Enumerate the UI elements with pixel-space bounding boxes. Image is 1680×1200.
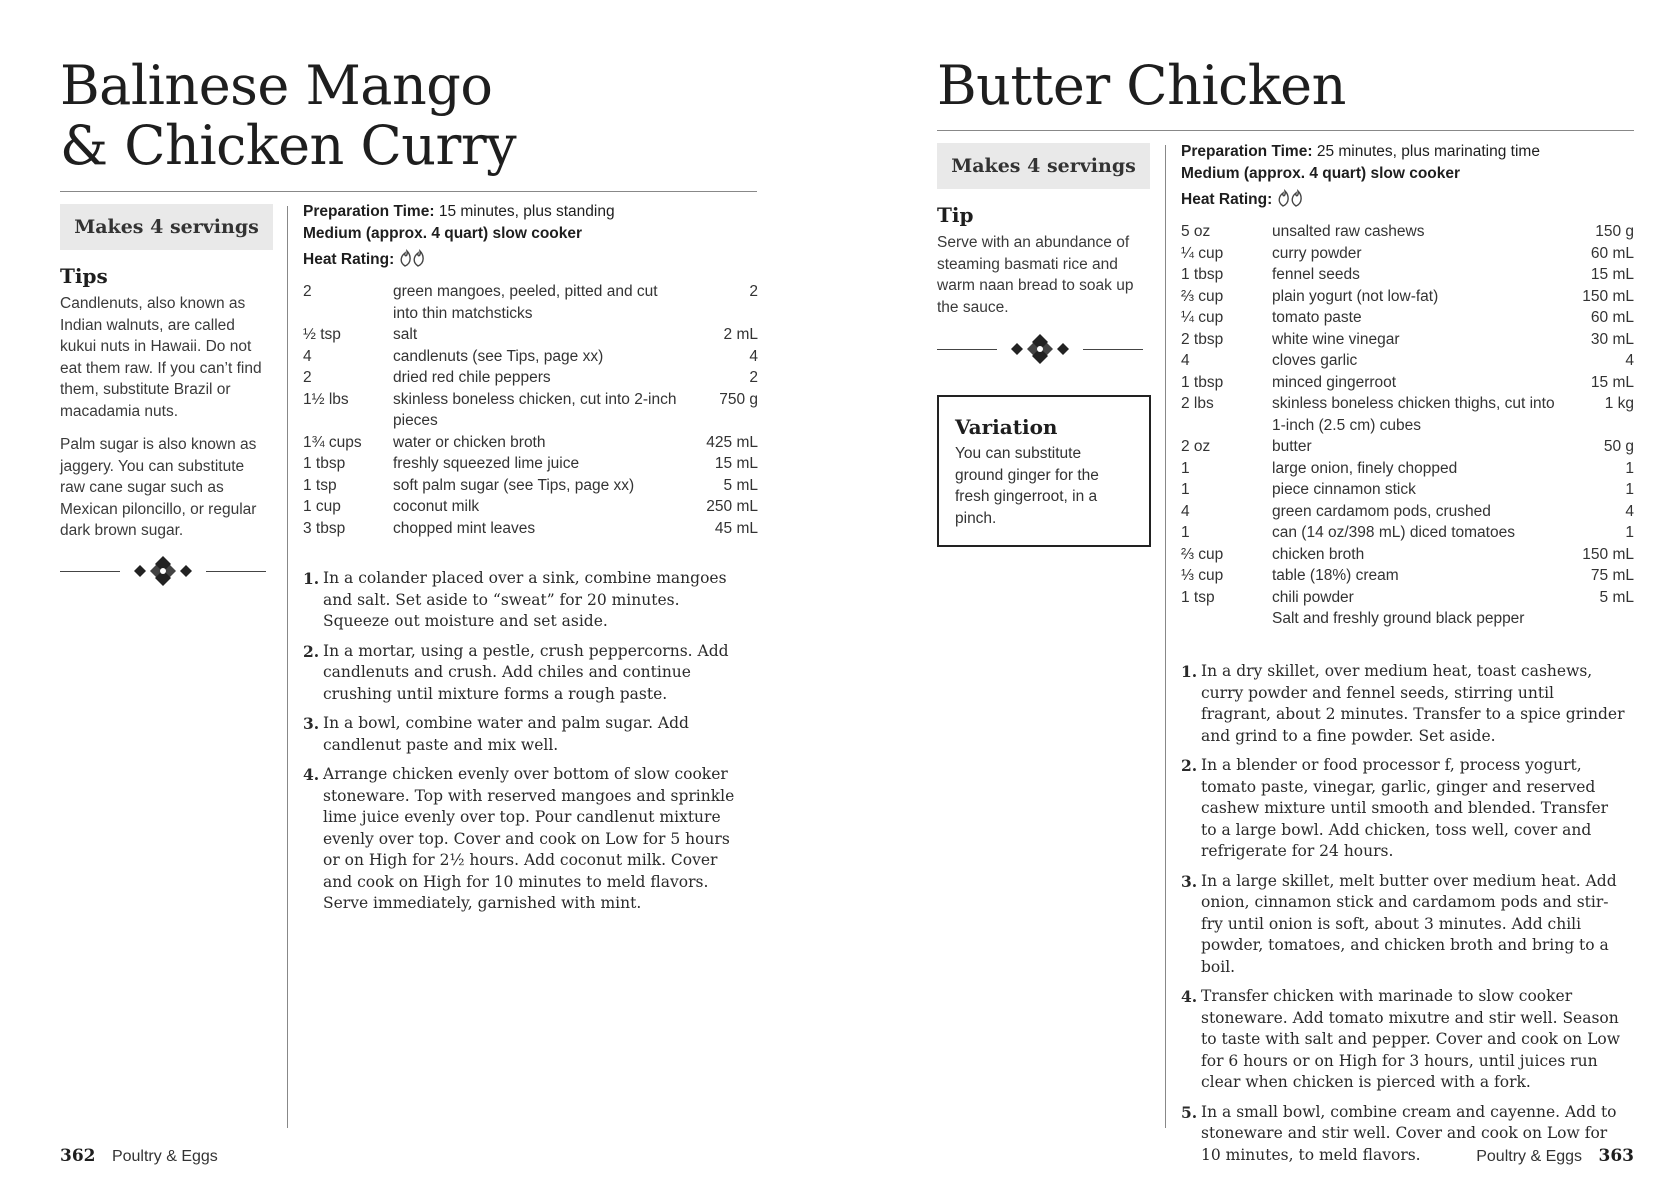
ingredient-quantity: ⅓ cup <box>1181 567 1224 584</box>
ingredient-metric: 15 mL <box>1590 373 1634 391</box>
ingredient-quantity: 1 <box>1181 481 1190 498</box>
step-text: In a mortar, using a pestle, crush peppercorns. Add candlenuts and crush. Add chiles and continue crushing until mixture forms a rough paste. <box>323 641 729 703</box>
variation-heading: Variation <box>955 415 1058 439</box>
heat-rating-label: Heat Rating: <box>1181 191 1273 208</box>
ingredient-name: large onion, finely chopped <box>1272 459 1458 477</box>
ingredient-name: minced gingerroot <box>1272 373 1397 391</box>
ingredient-name: green cardamom pods, crushed <box>1272 502 1491 520</box>
ingredient-quantity: ¼ cup <box>1181 309 1224 326</box>
servings-box: Makes 4 servings <box>60 204 273 250</box>
ingredient-quantity: 4 <box>303 347 312 365</box>
prep-time <box>1181 141 1641 163</box>
step-number: 4. <box>303 765 320 784</box>
ornament-line-right <box>206 571 266 572</box>
ingredient-metric: 150 g <box>1595 223 1634 240</box>
ingredient-quantity: ⅔ cup <box>1181 287 1224 305</box>
step-number: 3. <box>303 714 320 733</box>
method-step <box>303 641 749 706</box>
ingredient-row <box>1181 221 1634 243</box>
ingredient-quantity: 2 oz <box>1181 438 1211 455</box>
method-step <box>1181 661 1627 747</box>
ingredient-row <box>303 281 758 324</box>
prep-time-label: Preparation Time: <box>1181 143 1313 160</box>
ingredient-name: white wine vinegar <box>1272 330 1400 348</box>
ingredient-name: fennel seeds <box>1272 266 1360 283</box>
recipe-meta <box>1181 141 1641 211</box>
ingredient-name: chili powder <box>1272 588 1354 606</box>
ingredient-name: plain yogurt (not low-fat) <box>1272 287 1439 305</box>
ingredient-quantity: ½ tsp <box>303 326 341 343</box>
ingredient-name: water or chicken broth <box>393 433 546 451</box>
section-ornament <box>60 554 266 588</box>
ingredient-quantity: 1 tbsp <box>303 455 346 472</box>
ingredient-row <box>1181 501 1634 523</box>
ingredient-row <box>1181 479 1634 501</box>
recipe-title: Butter Chicken <box>937 54 1346 117</box>
ingredient-metric: 30 mL <box>1590 330 1634 348</box>
ingredient-quantity: 1 <box>1181 524 1190 541</box>
tip-paragraph: Candlenuts, also known as Indian walnuts, are called kukui nuts in Hawaii. Do not eat them raw. If you can’t find them, substitute Brazil or macadamia nuts. <box>60 295 262 420</box>
step-text: In a blender or food processor f, process yogurt, tomato paste, vinegar, garlic, ginger and reserved cashew mixture until smooth and blended. Transfer to a large bowl. Add chicken, toss well, cover and refrigerate for 24 hours. <box>1201 756 1609 860</box>
page-number: 363 <box>1598 1146 1634 1166</box>
ingredient-row <box>1181 436 1634 458</box>
ingredient-row <box>1181 329 1634 351</box>
ingredient-quantity: 2 lbs <box>1181 395 1214 412</box>
ingredient-metric: 2 <box>749 283 758 300</box>
prep-time-label: Preparation Time: <box>303 203 435 220</box>
step-number: 2. <box>1181 756 1198 775</box>
step-text: Arrange chicken evenly over bottom of slow cooker stoneware. Top with reserved mangoes and sprinkle lime juice evenly over top. Pour candlenut mixture evenly over top. Cover and cook on Low for 5 hours or on High for 2½ hours. Add coconut milk. Cover and cook on High for 10 minutes to meld flavors. Serve immediately, garnished with mint. <box>323 765 735 912</box>
ingredient-quantity: 2 <box>303 283 312 300</box>
ingredient-row <box>303 496 758 518</box>
ingredient-name: soft palm sugar (see Tips, page xx) <box>393 476 635 494</box>
ingredient-metric: 2 <box>749 369 758 386</box>
ingredients-table <box>1181 221 1634 630</box>
cooker-size <box>303 223 763 245</box>
step-text: In a small bowl, combine cream and cayenne. Add to stoneware and stir well. Cover and cook on Low for 10 minutes, to meld flavors. <box>1201 1102 1617 1164</box>
ingredient-name: skinless boneless chicken thighs, cut into 1-inch (2.5 cm) cubes <box>1272 395 1555 434</box>
ingredient-quantity: 1¾ cups <box>303 433 362 451</box>
ingredient-metric: 425 mL <box>706 433 758 451</box>
heat-rating <box>1181 185 1641 211</box>
column-divider <box>287 206 288 1128</box>
ingredient-row <box>303 324 758 346</box>
page-number: 362 <box>60 1146 96 1166</box>
method-step <box>303 764 749 915</box>
method-step <box>1181 986 1627 1094</box>
step-number: 1. <box>1181 662 1198 681</box>
ingredient-metric: 50 g <box>1603 438 1634 455</box>
ingredient-name: coconut milk <box>393 498 480 515</box>
tips-text <box>60 293 272 554</box>
tip-text <box>937 232 1149 330</box>
step-text: In a large skillet, melt butter over medium heat. Add onion, cinnamon stick and cardamom pods and stir-fry until onion is soft, about 3 minutes. Add chili powder, tomatoes, and chicken broth and bring to a boil. <box>1201 871 1617 976</box>
step-number: 2. <box>303 641 320 661</box>
ingredient-quantity: 4 <box>1181 352 1190 369</box>
ingredient-name: butter <box>1272 438 1312 455</box>
method-step <box>303 568 749 633</box>
ingredient-name: can (14 oz/398 mL) diced tomatoes <box>1272 524 1515 541</box>
ingredient-quantity: 1½ lbs <box>303 390 349 408</box>
ingredient-row <box>1181 393 1634 436</box>
ingredient-metric: 2 mL <box>723 326 758 343</box>
tip-paragraph: Palm sugar is also known as jaggery. You can substitute raw cane sugar such as Mexican piloncillo, or regular dark brown sugar. <box>60 436 257 539</box>
ingredient-name: chicken broth <box>1272 545 1365 563</box>
ingredient-row <box>1181 243 1634 265</box>
chili-flame-icon <box>1276 185 1304 207</box>
ingredient-row <box>1181 350 1634 372</box>
variation-box <box>937 395 1151 547</box>
page-footer <box>60 1146 218 1166</box>
ingredient-quantity: 2 <box>303 369 312 386</box>
ingredient-row <box>1181 587 1634 609</box>
floral-ornament-icon <box>126 554 200 588</box>
ingredient-name: cloves garlic <box>1272 352 1358 369</box>
ingredient-metric: 1 <box>1625 481 1634 498</box>
ingredient-metric: 1 <box>1625 459 1634 477</box>
ingredient-metric: 15 mL <box>714 455 758 472</box>
variation-text: You can substitute ground ginger for the fresh gingerroot, in a pinch. <box>955 445 1099 527</box>
prep-time-value: 25 minutes, plus marinating time <box>1312 143 1540 160</box>
ingredient-quantity: 1 tsp <box>303 476 337 494</box>
ingredient-row <box>1181 264 1634 286</box>
recipe-meta <box>303 201 763 271</box>
step-text: In a dry skillet, over medium heat, toast cashews, curry powder and fennel seeds, stirring until fragrant, about 2 minutes. Transfer to a spice grinder and grind to a fine powder. Set aside. <box>1201 662 1625 745</box>
ingredient-row <box>303 453 758 475</box>
method-steps <box>1181 661 1627 1174</box>
ingredient-metric: 1 kg <box>1604 395 1634 412</box>
page-footer <box>1476 1146 1634 1166</box>
ingredient-name: candlenuts (see Tips, page xx) <box>393 347 604 365</box>
ingredient-row <box>1181 286 1634 308</box>
ingredient-name: freshly squeezed lime juice <box>393 455 580 472</box>
method-step <box>1181 755 1627 863</box>
ingredient-metric: 5 mL <box>723 476 758 494</box>
ornament-line-left <box>937 349 997 350</box>
ingredient-quantity: ¼ cup <box>1181 244 1224 262</box>
title-divider <box>60 191 757 192</box>
ingredient-metric: 4 <box>749 347 758 365</box>
step-number: 3. <box>1181 871 1198 891</box>
section-name: Poultry & Eggs <box>1476 1148 1583 1165</box>
ingredient-quantity: 1 tbsp <box>1181 266 1224 283</box>
ingredient-row <box>303 432 758 454</box>
method-step <box>1181 871 1627 979</box>
ingredient-metric: 1 <box>1625 524 1634 541</box>
ingredient-quantity: 1 tsp <box>1181 588 1215 606</box>
ingredient-row <box>1181 522 1634 544</box>
method-step <box>303 713 749 756</box>
ingredient-name: unsalted raw cashews <box>1272 223 1425 240</box>
ingredient-row <box>303 389 758 432</box>
ingredient-quantity: 1 <box>1181 459 1190 477</box>
ingredient-quantity: 1 cup <box>303 498 341 515</box>
title-divider <box>937 130 1634 131</box>
tips-heading: Tips <box>60 264 108 288</box>
ingredient-metric: 4 <box>1625 502 1634 520</box>
ingredient-row <box>303 518 758 540</box>
cooker-size-text: Medium (approx. 4 quart) slow cooker <box>1181 165 1461 182</box>
title-line-2: & Chicken Curry <box>60 114 517 177</box>
ingredient-metric: 4 <box>1625 352 1634 369</box>
heat-rating-label: Heat Rating: <box>303 251 395 268</box>
title-line-1: Balinese Mango <box>60 54 493 117</box>
ingredient-row <box>1181 565 1634 587</box>
step-number: 4. <box>1181 987 1198 1006</box>
ingredient-row <box>303 367 758 389</box>
step-text: In a bowl, combine water and palm sugar. Add candlenut paste and mix well. <box>323 714 689 754</box>
ingredient-metric: 150 mL <box>1582 287 1634 305</box>
section-name: Poultry & Eggs <box>111 1148 218 1165</box>
ingredient-name: salt <box>393 326 418 343</box>
ingredient-row <box>303 475 758 497</box>
ingredient-row <box>1181 458 1634 480</box>
ingredient-row <box>1181 372 1634 394</box>
ingredient-name: skinless boneless chicken, cut into 2-inch pieces <box>393 390 677 429</box>
cooker-size <box>1181 163 1641 185</box>
ornament-line-left <box>60 571 120 572</box>
column-divider <box>1165 145 1166 1128</box>
ingredient-name: dried red chile peppers <box>393 369 551 386</box>
step-number: 1. <box>303 569 320 588</box>
ingredient-metric: 750 g <box>719 390 758 408</box>
ingredient-metric: 75 mL <box>1590 567 1634 584</box>
ingredient-metric: 150 mL <box>1582 545 1634 563</box>
ingredients-table <box>303 281 758 539</box>
section-ornament <box>937 332 1143 366</box>
ornament-line-right <box>1083 349 1143 350</box>
ingredient-metric: 15 mL <box>1590 266 1634 283</box>
ingredient-quantity: 1 tbsp <box>1181 373 1224 391</box>
ingredient-name: piece cinnamon stick <box>1272 481 1416 498</box>
ingredient-quantity: 4 <box>1181 502 1190 520</box>
step-text: In a colander placed over a sink, combine mangoes and salt. Set aside to “sweat” for 20 minutes. Squeeze out moisture and set aside. <box>323 569 727 630</box>
ingredient-metric: 5 mL <box>1599 588 1634 606</box>
tip-heading: Tip <box>937 203 974 227</box>
ingredient-name: curry powder <box>1272 244 1362 262</box>
servings-box: Makes 4 servings <box>937 143 1150 189</box>
ingredient-name: chopped mint leaves <box>393 519 536 537</box>
ingredient-name: Salt and freshly ground black pepper <box>1272 610 1525 627</box>
ingredient-row <box>1181 307 1634 329</box>
ingredient-row <box>303 346 758 368</box>
ingredient-quantity: ⅔ cup <box>1181 545 1224 563</box>
step-number: 5. <box>1181 1102 1198 1122</box>
ingredient-metric: 60 mL <box>1590 309 1634 326</box>
ingredient-name: green mangoes, peeled, pitted and cut into thin matchsticks <box>393 283 658 322</box>
ingredient-name: table (18%) cream <box>1272 567 1399 584</box>
step-text: Transfer chicken with marinade to slow cooker stoneware. Add tomato mixutre and stir well. Season to taste with salt and pepper. Cover and cook on Low for 6 hours or on High for 3 hours, until juices run clear when chicken is pierced with a fork. <box>1201 987 1620 1091</box>
chili-flame-icon <box>398 245 426 267</box>
ingredient-row <box>1181 608 1634 630</box>
recipe-title <box>60 56 516 176</box>
ingredient-quantity <box>1181 608 1272 630</box>
ingredient-name: tomato paste <box>1272 309 1362 326</box>
ingredient-metric: 45 mL <box>714 519 758 537</box>
ingredient-metric: 60 mL <box>1590 244 1634 262</box>
prep-time-value: 15 minutes, plus standing <box>434 203 615 220</box>
ingredient-metric <box>1564 608 1634 630</box>
floral-ornament-icon <box>1003 332 1077 366</box>
prep-time <box>303 201 763 223</box>
ingredient-quantity: 2 tbsp <box>1181 330 1224 348</box>
tip-paragraph: Serve with an abundance of steaming basmati rice and warm naan bread to soak up the sauce. <box>937 234 1134 316</box>
ingredient-row <box>1181 544 1634 566</box>
ingredient-quantity: 3 tbsp <box>303 519 346 537</box>
ingredient-quantity: 5 oz <box>1181 223 1211 240</box>
ingredient-metric: 250 mL <box>706 498 758 515</box>
heat-rating <box>303 245 763 271</box>
method-steps <box>303 568 749 923</box>
cooker-size-text: Medium (approx. 4 quart) slow cooker <box>303 225 583 242</box>
right-page <box>840 0 1680 1200</box>
